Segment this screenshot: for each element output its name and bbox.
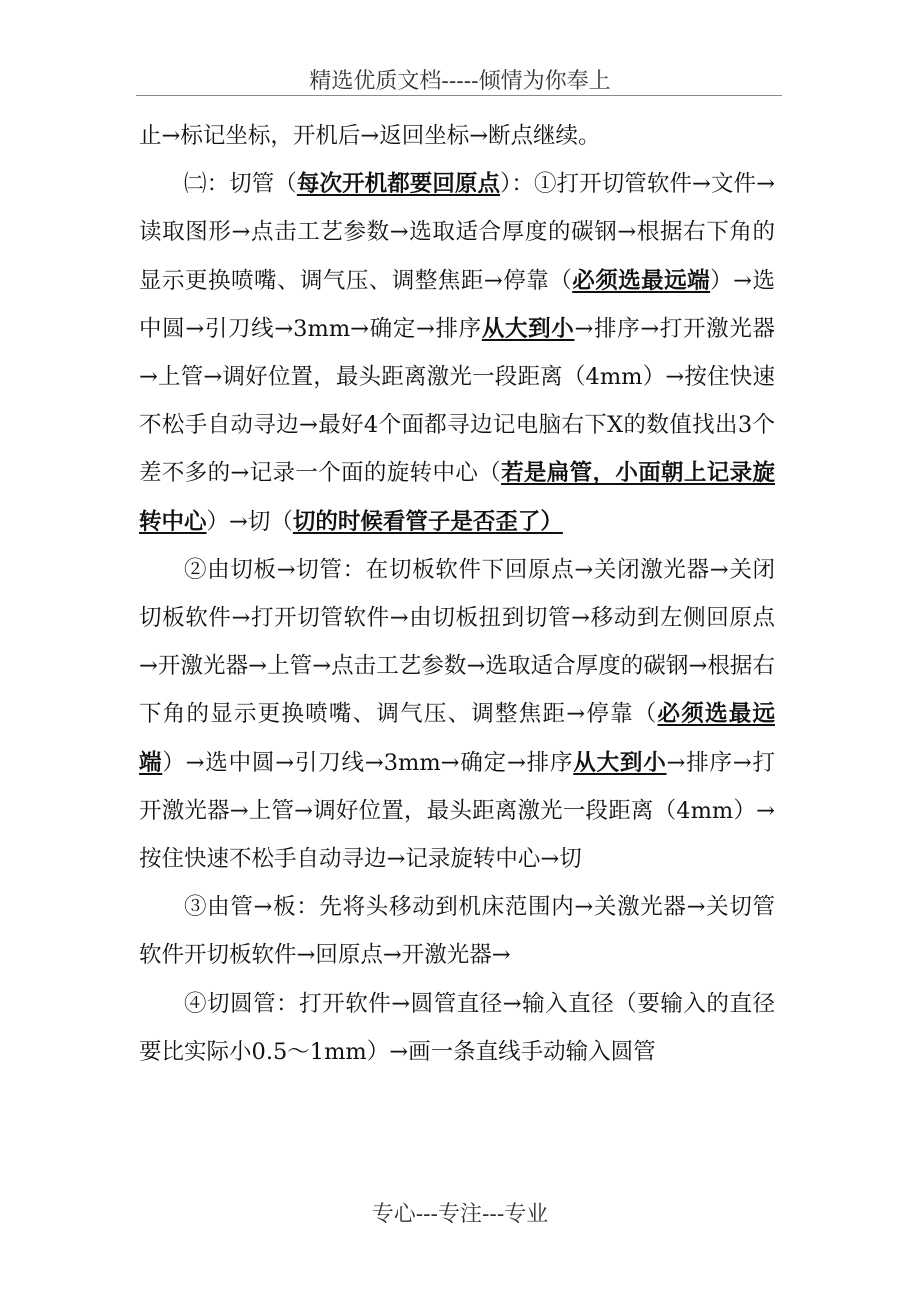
header-divider [136,95,782,96]
emphasis-text: 若是扁管，小面朝上记录旋转中心 [139,460,775,535]
paragraph-2: ㈡：切管（每次开机都要回原点）：①打开切管软件→文件→读取图形→点击工艺参数→选取适合厚度的碳钢→根据右下角的显示更换喷嘴、调气压、调整焦距→停靠（必须选最远端）→选中圆→引刀线→3mm→确定→排序从大到小→排序→打开激光器→上管→调好位置，最头距离激光一段距离（4mm）→按住快速不松手自动寻边→最好4个面都寻边记电脑右下X的数值找出3个差不多的→记录一个面的旋转中心（若是扁管，小面朝上记录旋转中心）→切（切的时候看管子是否歪了） [139,171,775,535]
paragraph-5: ④切圆管：打开软件→圆管直径→输入直径（要输入的直径要比实际小0.5～1mm）→画一条直线手动输入圆管 [139,990,775,1065]
page-header: 精选优质文档-----倾情为你奉上 [309,69,611,94]
page-footer: 专心---专注---专业 [371,1202,549,1227]
paragraph-4: ③由管→板：先将头移动到机床范围内→关激光器→关切管软件开切板软件→回原点→开激光器→ [139,894,775,969]
emphasis-text: 必须选最远端 [139,701,775,776]
document-body [139,112,775,1076]
paragraph-3: ②由切板→切管：在切板软件下回原点→关闭激光器→关闭切板软件→打开切管软件→由切板扭到切管→移动到左侧回原点→开激光器→上管→点击工艺参数→选取适合厚度的碳钢→根据右下角的显示更换喷嘴、调气压、调整焦距→停靠（必须选最远端）→选中圆→引刀线→3mm→确定→排序从大到小→排序→打开激光器→上管→调好位置，最头距离激光一段距离（4mm）→按住快速不松手自动寻边→记录旋转中心→切 [139,556,775,873]
emphasis-text: 从大到小 [573,749,667,776]
emphasis-text: 从大到小 [481,315,575,342]
emphasis-text: 必须选最远端 [572,267,711,294]
emphasis-text: 每次开机都要回原点 [296,171,501,198]
emphasis-text: 切的时候看管子是否歪了） [292,508,563,535]
paragraph-1: 止→标记坐标，开机后→返回坐标→断点继续。 [139,123,601,149]
